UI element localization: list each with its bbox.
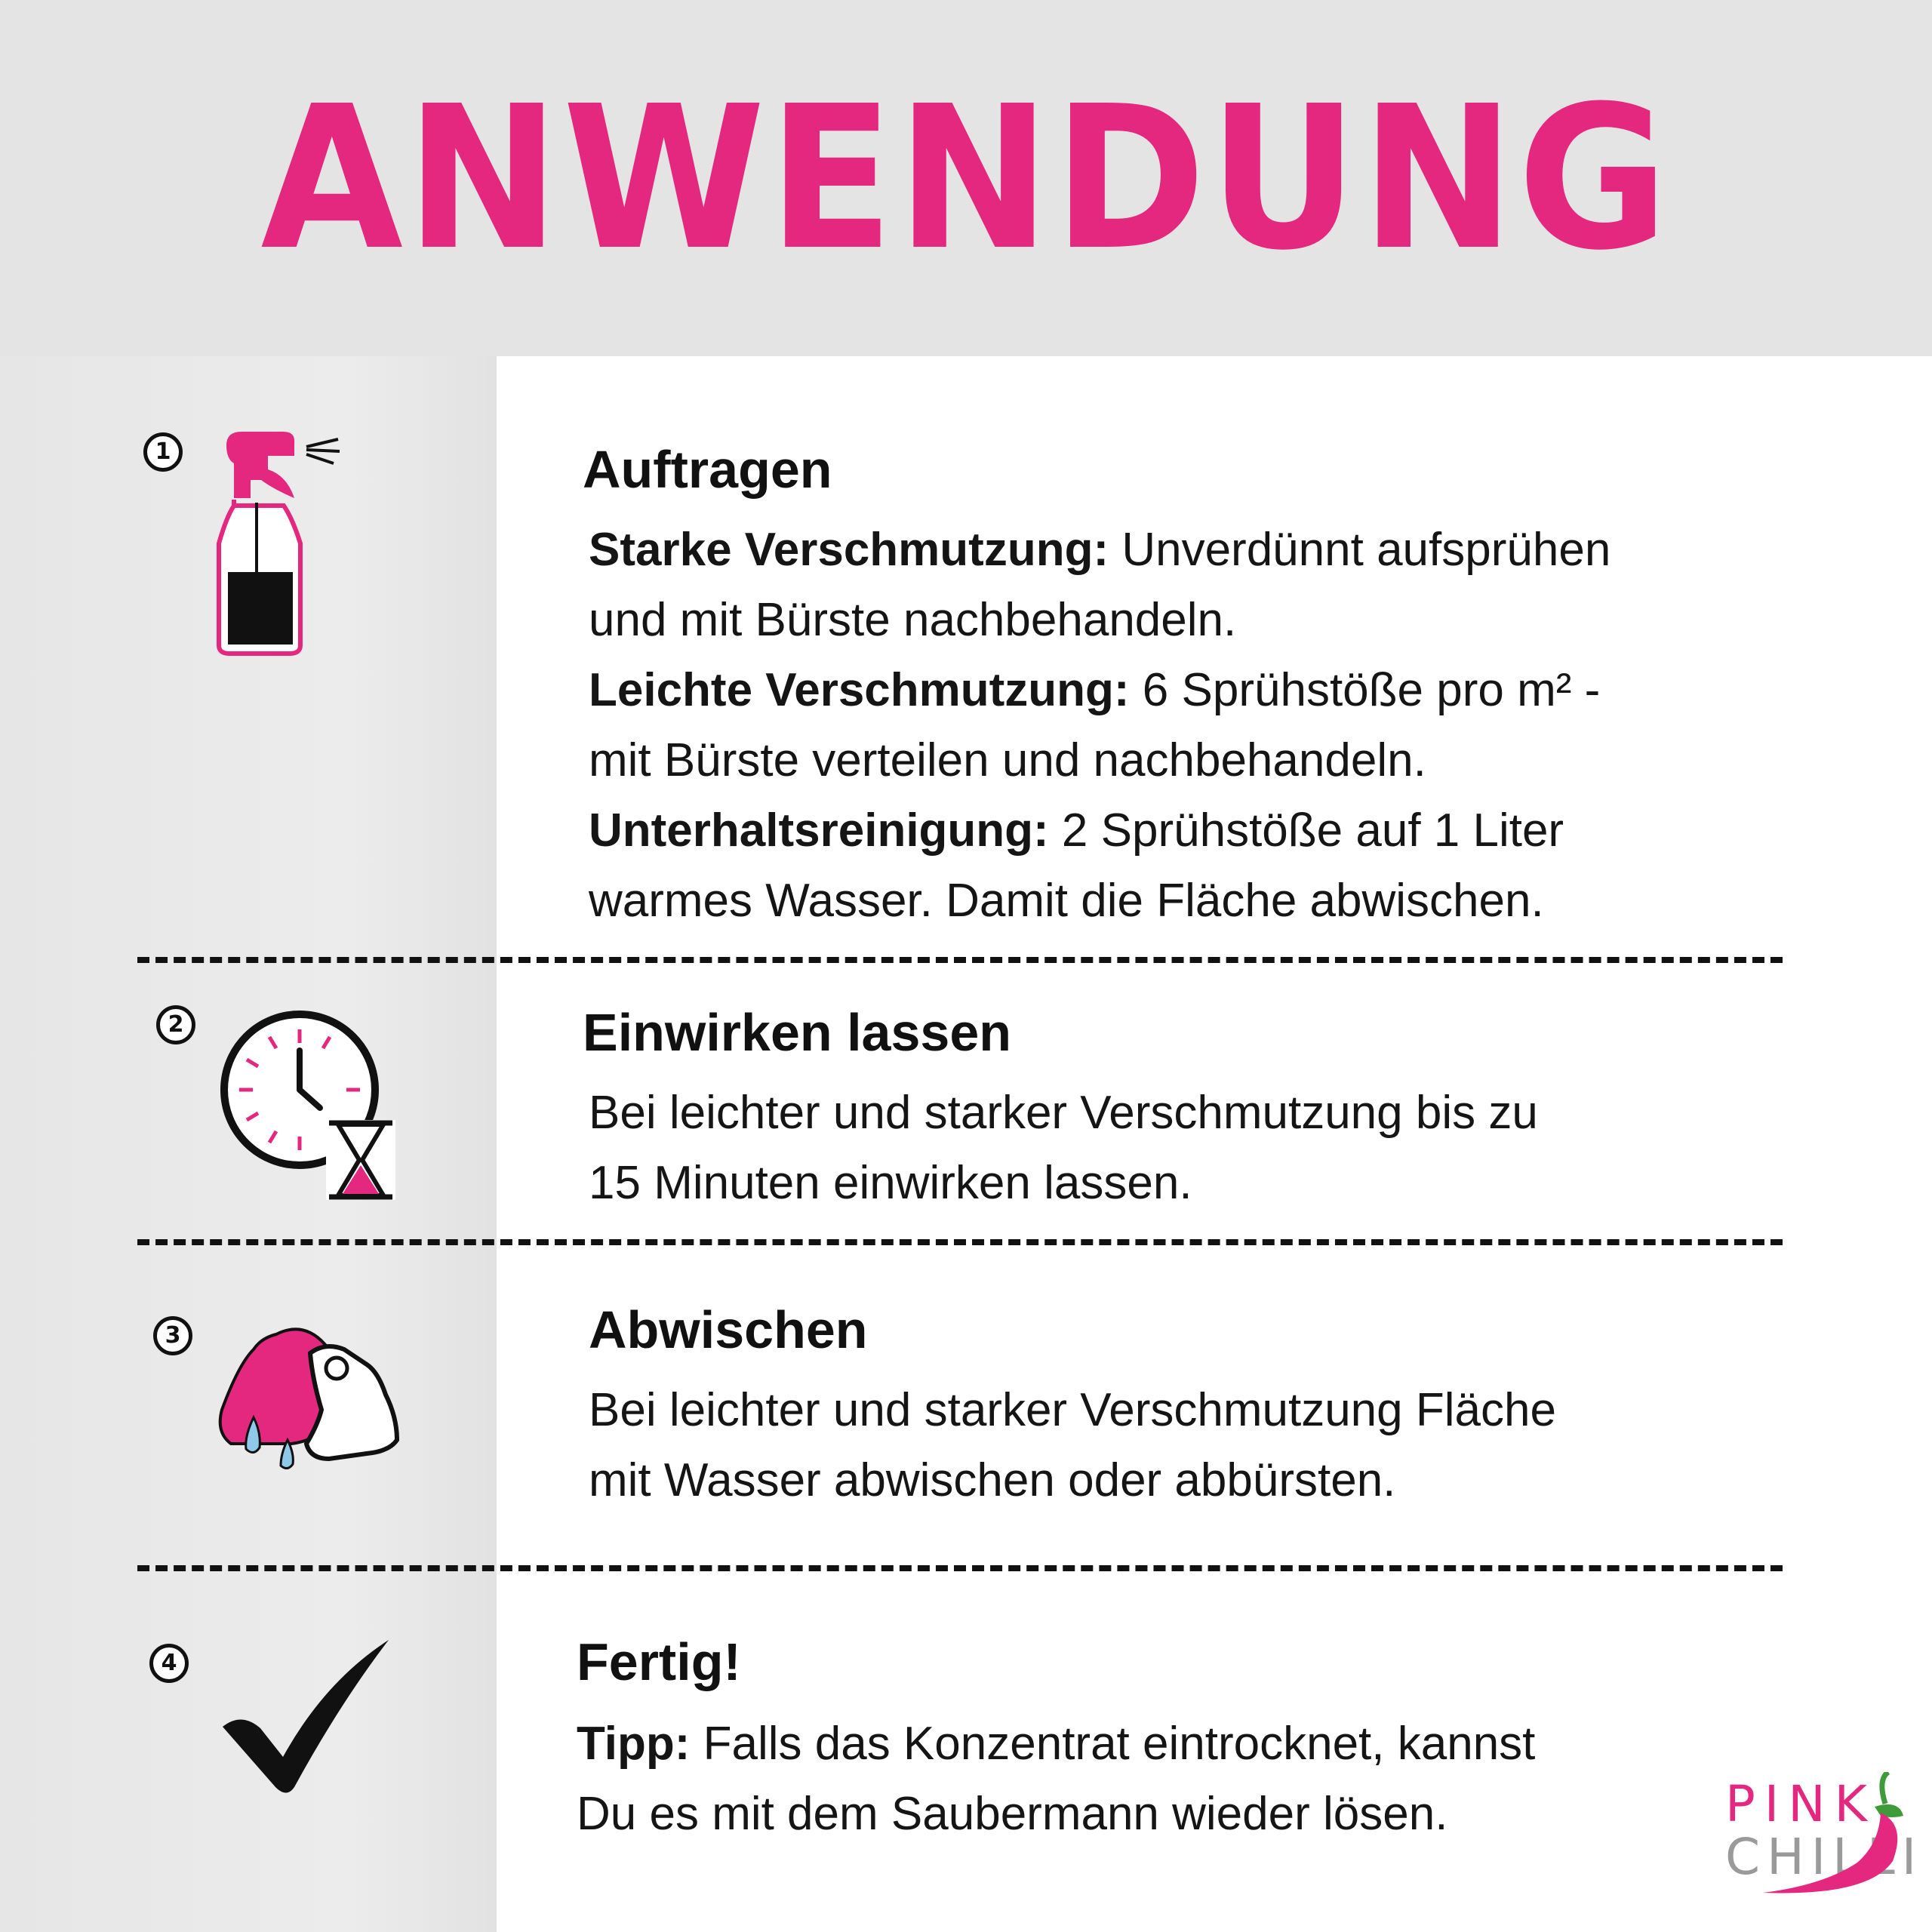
spray-bottle-icon <box>211 430 362 657</box>
step-number-1: 1 <box>143 432 183 472</box>
chili-pepper-icon <box>1718 1772 1924 1908</box>
step-1-line: mit Bürste verteilen und nachbehandeln. <box>589 734 1426 786</box>
checkmark-icon <box>219 1636 400 1795</box>
step-3-title: Abwischen <box>589 1300 868 1359</box>
brand-logo <box>1718 1772 1924 1908</box>
step-4-line: Tipp: Falls das Konzentrat eintrocknet, kannst <box>577 1718 1536 1770</box>
step-1-line: Leichte Verschmutzung: 6 Sprühstöße pro m² - <box>589 664 1601 716</box>
step-2-text <box>589 1078 1932 1218</box>
step-3-text <box>589 1375 1932 1515</box>
step-1-line: Unterhaltsreinigung: 2 Sprühstöße auf 1 Liter <box>589 804 1564 857</box>
dashed-divider <box>137 957 1783 963</box>
logo-text-pink: PINK <box>1725 1775 1876 1833</box>
step-1-title: Auftragen <box>583 440 832 499</box>
step-1-line: und mit Bürste nachbehandeln. <box>589 594 1237 646</box>
header-banner <box>0 0 1932 356</box>
step-2-line: Bei leichter und starker Verschmutzung bis zu <box>589 1087 1538 1139</box>
dashed-divider <box>137 1565 1783 1571</box>
step-number-2: 2 <box>156 1005 195 1044</box>
logo-text-chilli: CHILLI <box>1725 1828 1924 1886</box>
dashed-divider <box>137 1239 1783 1245</box>
step-1-line: warmes Wasser. Damit die Fläche abwischen. <box>589 875 1544 927</box>
step-1-text <box>589 515 1932 936</box>
step-number-4: 4 <box>149 1644 189 1683</box>
step-4-title: Fertig! <box>577 1632 741 1691</box>
step-3-line: mit Wasser abwischen oder abbürsten. <box>589 1454 1396 1506</box>
hand-cloth-icon <box>216 1319 405 1485</box>
page-title: ANWENDUNG <box>260 63 1672 294</box>
step-2-line: 15 Minuten einwirken lassen. <box>589 1157 1192 1209</box>
step-number-3: 3 <box>153 1316 192 1355</box>
step-1-line: Starke Verschmutzung: Unverdünnt aufsprühen <box>589 524 1611 576</box>
step-2-title: Einwirken lassen <box>583 1003 1012 1062</box>
step-4-line: Du es mit dem Saubermann wieder lösen. <box>577 1788 1448 1840</box>
clock-hourglass-icon <box>220 1007 401 1203</box>
step-3-line: Bei leichter und starker Verschmutzung Fläche <box>589 1384 1556 1436</box>
